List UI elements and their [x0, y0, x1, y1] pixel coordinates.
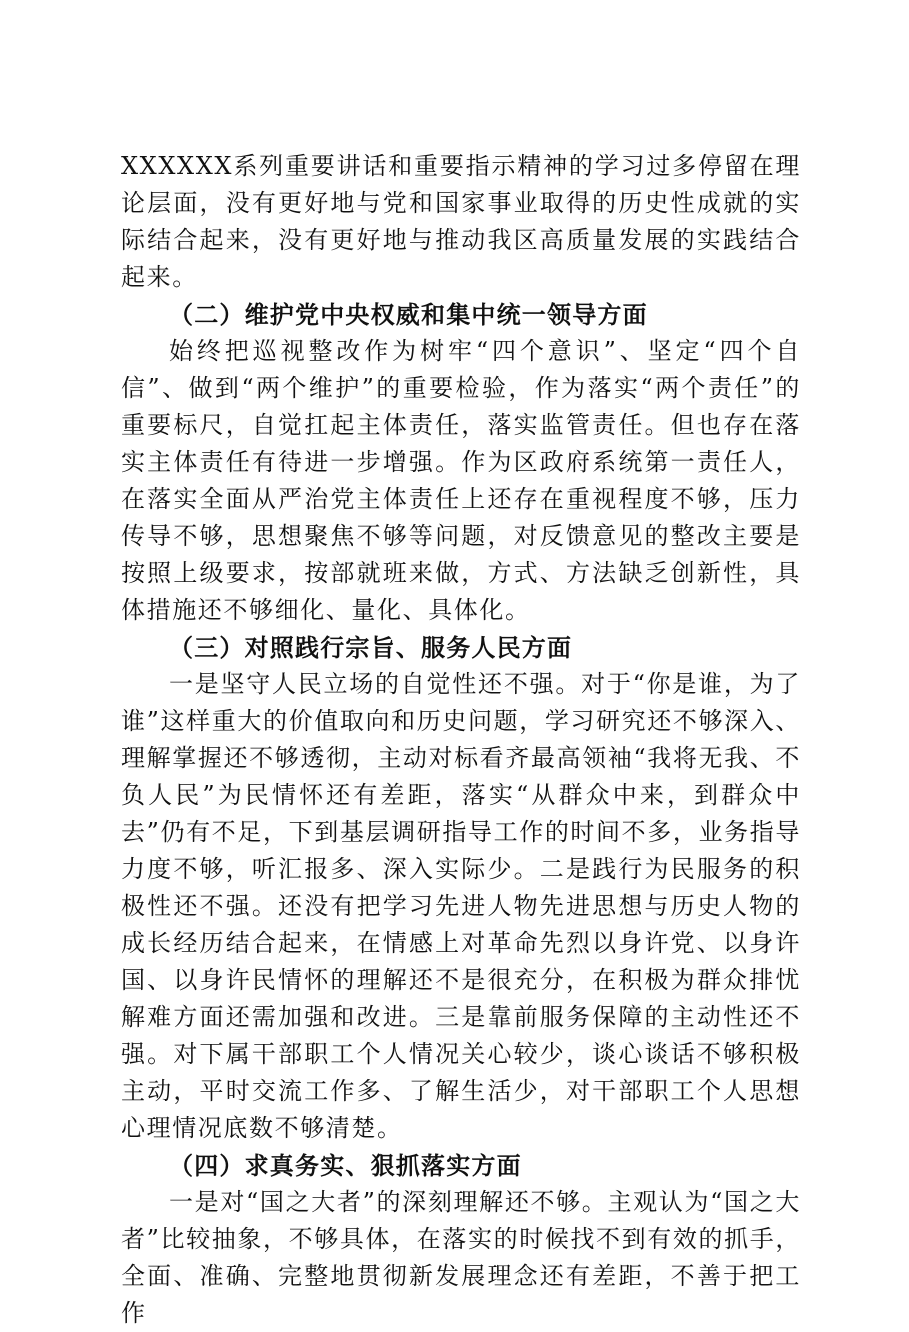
paragraph-continued: XXXXXX系列重要讲话和重要指示精神的学习过多停留在理论层面，没有更好地与党和国家事业取得的历史性成就的实际结合起来，没有更好地与推动我区高质量发展的实践结合起来。: [121, 152, 801, 291]
document-body: [121, 148, 801, 1332]
paragraph-section-4: 一是对“国之大者”的深刻理解还不够。主观认为“国之大者”比较抽象，不够具体，在落实的时候找不到有效的抓手，全面、准确、完整地贯彻新发展理念还有差距，不善于把工作: [121, 1188, 801, 1327]
section-heading-3: （三）对照践行宗旨、服务人民方面: [169, 633, 573, 662]
section-heading-2: （二）维护党中央权威和集中统一领导方面: [169, 300, 648, 329]
section-heading-4: （四）求真务实、狠抓落实方面: [169, 1151, 522, 1180]
paragraph-section-2: 始终把巡视整改作为树牢“四个意识”、坚定“四个自信”、做到“两个维护”的重要检验，作为落实“两个责任”的重要标尺，自觉扛起主体责任，落实监管责任。但也存在落实主体责任有待进一步增强。作为区政府系统第一责任人，在落实全面从严治党主体责任上还存在重视程度不够，压力传导不够，思想聚焦不够等问题，对反馈意见的整改主要是按照上级要求，按部就班来做，方式、方法缺乏创新性，具体措施还不够细化、量化、具体化。: [121, 337, 801, 624]
paragraph-section-3: 一是坚守人民立场的自觉性还不强。对于“你是谁，为了谁”这样重大的价值取向和历史问题，学习研究还不够深入、理解掌握还不够透彻，主动对标看齐最高领袖“我将无我、不负人民”为民情怀还有差距，落实“从群众中来，到群众中去”仍有不足，下到基层调研指导工作的时间不多，业务指导力度不够，听汇报多、深入实际少。二是践行为民服务的积极性还不强。还没有把学习先进人物先进思想与历史人物的成长经历结合起来，在情感上对革命先烈以身许党、以身许国、以身许民情怀的理解还不是很充分，在积极为群众排忧解难方面还需加强和改进。三是靠前服务保障的主动性还不强。对下属干部职工个人情况关心较少，谈心谈话不够积极主动，平时交流工作多、了解生活少，对干部职工个人思想心理情况底数不够清楚。: [121, 670, 801, 1142]
